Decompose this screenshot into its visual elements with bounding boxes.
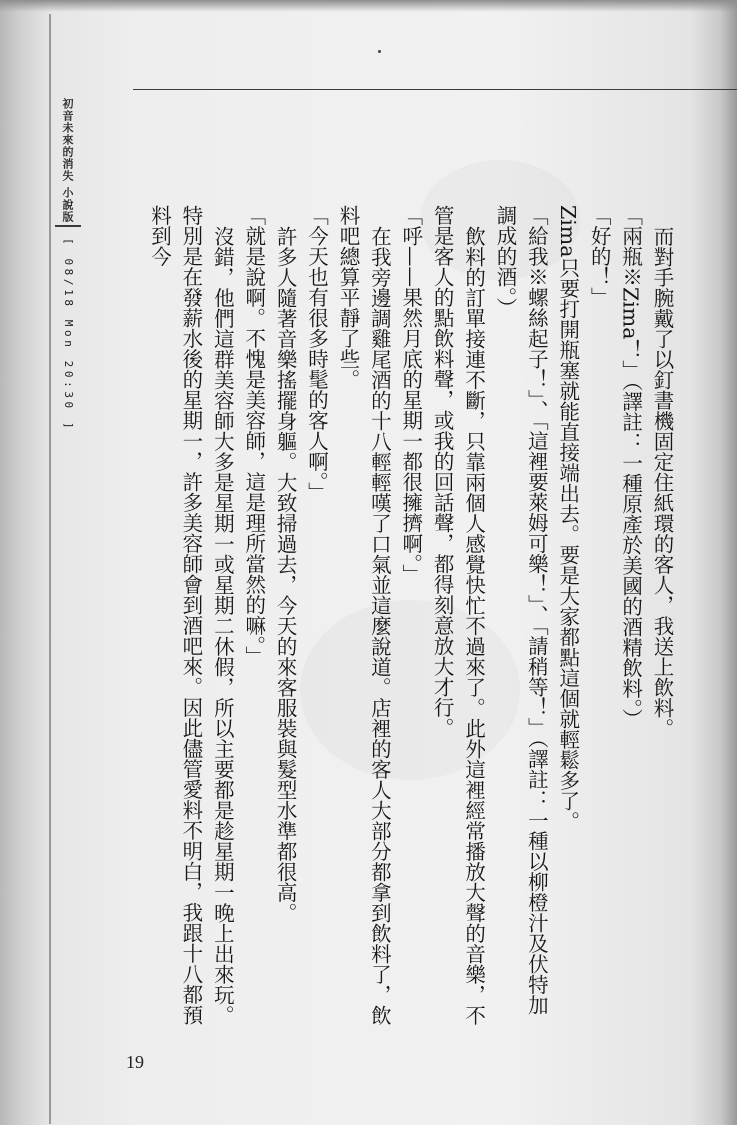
body-text [143, 205, 677, 1035]
paragraph: 而對手腕戴了以釘書機固定住紙環的客人，我送上飲料。 [650, 225, 674, 738]
paragraph: Zima只要打開瓶塞就能直接端出去。要是大家都點這個就輕鬆多了。 [555, 205, 580, 832]
gutter-line [49, 14, 51, 1124]
side-separator [55, 225, 81, 227]
paragraph: 「好的！」 [587, 205, 612, 308]
paragraph: 「就是說啊。不愧是美容師，這是理所當然的嘛。」 [241, 205, 266, 667]
header-rule [133, 89, 737, 90]
scan-top-shadow [0, 0, 737, 12]
paragraph: 「今天也有很多時髦的客人啊。」 [304, 205, 329, 503]
ink-speck [378, 50, 381, 53]
series-title: 初音未來的消失 小說版 [61, 98, 74, 223]
chapter-timestamp: [ 08/18 Mon 20:30 ] [62, 238, 75, 433]
paragraph: 沒錯，他們這群美容師大多是星期一或星期二休假，所以主要都是趁星期一晚上出來玩。特別是在發薪水後的星期一，許多美容師會到酒吧來。因此儘管愛料不明白，我跟十八都預料到今 [147, 205, 235, 1025]
paragraph: 「呼——果然月底的星期一都很擁擠啊。」 [398, 205, 423, 585]
paragraph: 「兩瓶※Zima！」（譯註：一種原產於美國的酒精飲料。） [618, 205, 643, 729]
paragraph: 「給我※螺絲起子！」、「這裡要萊姆可樂！」、「請稍等！」（譯註：一種以柳橙汁及伏特加調成的酒。） [492, 205, 549, 1015]
page-number: 19 [126, 1052, 144, 1072]
paragraph: 許多人隨著音樂搖擺身軀。大致掃過去，今天的來客服裝與髮型水準都很高。 [273, 225, 298, 923]
paragraph: 飲料的訂單接連不斷，只靠兩個人感覺快忙不過來了。此外這裡經常播放大聲的音樂，不管是客人的點飲料聲，或我的回話聲，都得刻意放大才行。 [430, 205, 486, 1025]
paragraph: 在我旁邊調雞尾酒的十八輕輕嘆了口氣並這麼說道。店裡的客人大部分都拿到飲料了，飲料吧總算平靜了些。 [335, 205, 392, 1025]
